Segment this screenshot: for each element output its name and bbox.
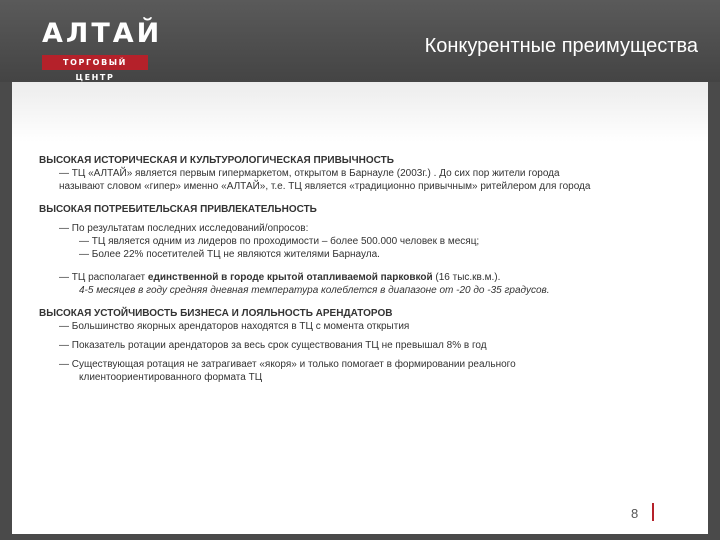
section-heading-consumer: ВЫСОКАЯ ПОТРЕБИТЕЛЬСКАЯ ПРИВЛЕКАТЕЛЬНОСТЬ	[39, 204, 317, 215]
parking-text-bold: единственной в городе крытой отапливаемой парковкой	[147, 272, 433, 283]
parking-text-pre: — ТЦ располагает	[59, 272, 148, 283]
temperature-note: 4-5 месяцев в году средняя дневная температура колеблется в диапазоне от -20 до -35 градусов.	[79, 285, 550, 296]
section-text: — Большинство якорных арендаторов находятся в ТЦ с момента открытия	[59, 321, 410, 332]
page-number: 8	[631, 506, 639, 521]
parking-text-post: (16 тыс.кв.м.).	[432, 272, 501, 283]
section-text: — По результатам последних исследований/опросов:	[59, 223, 309, 234]
parking-text	[39, 271, 704, 284]
section-text: клиентоориентированного формата ТЦ	[79, 372, 263, 383]
section-text: — Более 22% посетителей ТЦ не являются жителями Барнаула.	[79, 249, 380, 260]
content-panel	[12, 82, 708, 534]
brand-subtitle: ТОРГОВЫЙ ЦЕНТР	[42, 55, 148, 70]
slide-title: Конкурентные преимущества	[424, 35, 698, 57]
section-heading-stability: ВЫСОКАЯ УСТОЙЧИВОСТЬ БИЗНЕСА И ЛОЯЛЬНОСТЬ АРЕНДАТОРОВ	[39, 308, 393, 319]
section-text: — ТЦ «АЛТАЙ» является первым гипермаркетом, открытом в Барнауле (2003г.) . До сих пор жители города	[59, 168, 560, 179]
brand-logo: АЛТАЙ	[42, 18, 163, 49]
section-heading-historical: ВЫСОКАЯ ИСТОРИЧЕСКАЯ И КУЛЬТУРОЛОГИЧЕСКАЯ ПРИВЫЧНОСТЬ	[39, 155, 394, 166]
section-text: — ТЦ является одним из лидеров по проходимости – более 500.000 человек в месяц;	[79, 236, 480, 247]
page-divider	[652, 503, 654, 521]
panel-gradient	[12, 82, 708, 142]
section-text: — Существующая ротация не затрагивает «якоря» и только помогает в формировании реального	[59, 359, 516, 370]
section-text: называют словом «гипер» именно «АЛТАЙ», т.е. ТЦ является «традиционно привычным» ритейлером для города	[59, 181, 591, 192]
section-text: — Показатель ротации арендаторов за весь срок существования ТЦ не превышал 8% в год	[59, 340, 487, 351]
slide-content	[39, 154, 704, 384]
slide-header	[0, 0, 720, 82]
